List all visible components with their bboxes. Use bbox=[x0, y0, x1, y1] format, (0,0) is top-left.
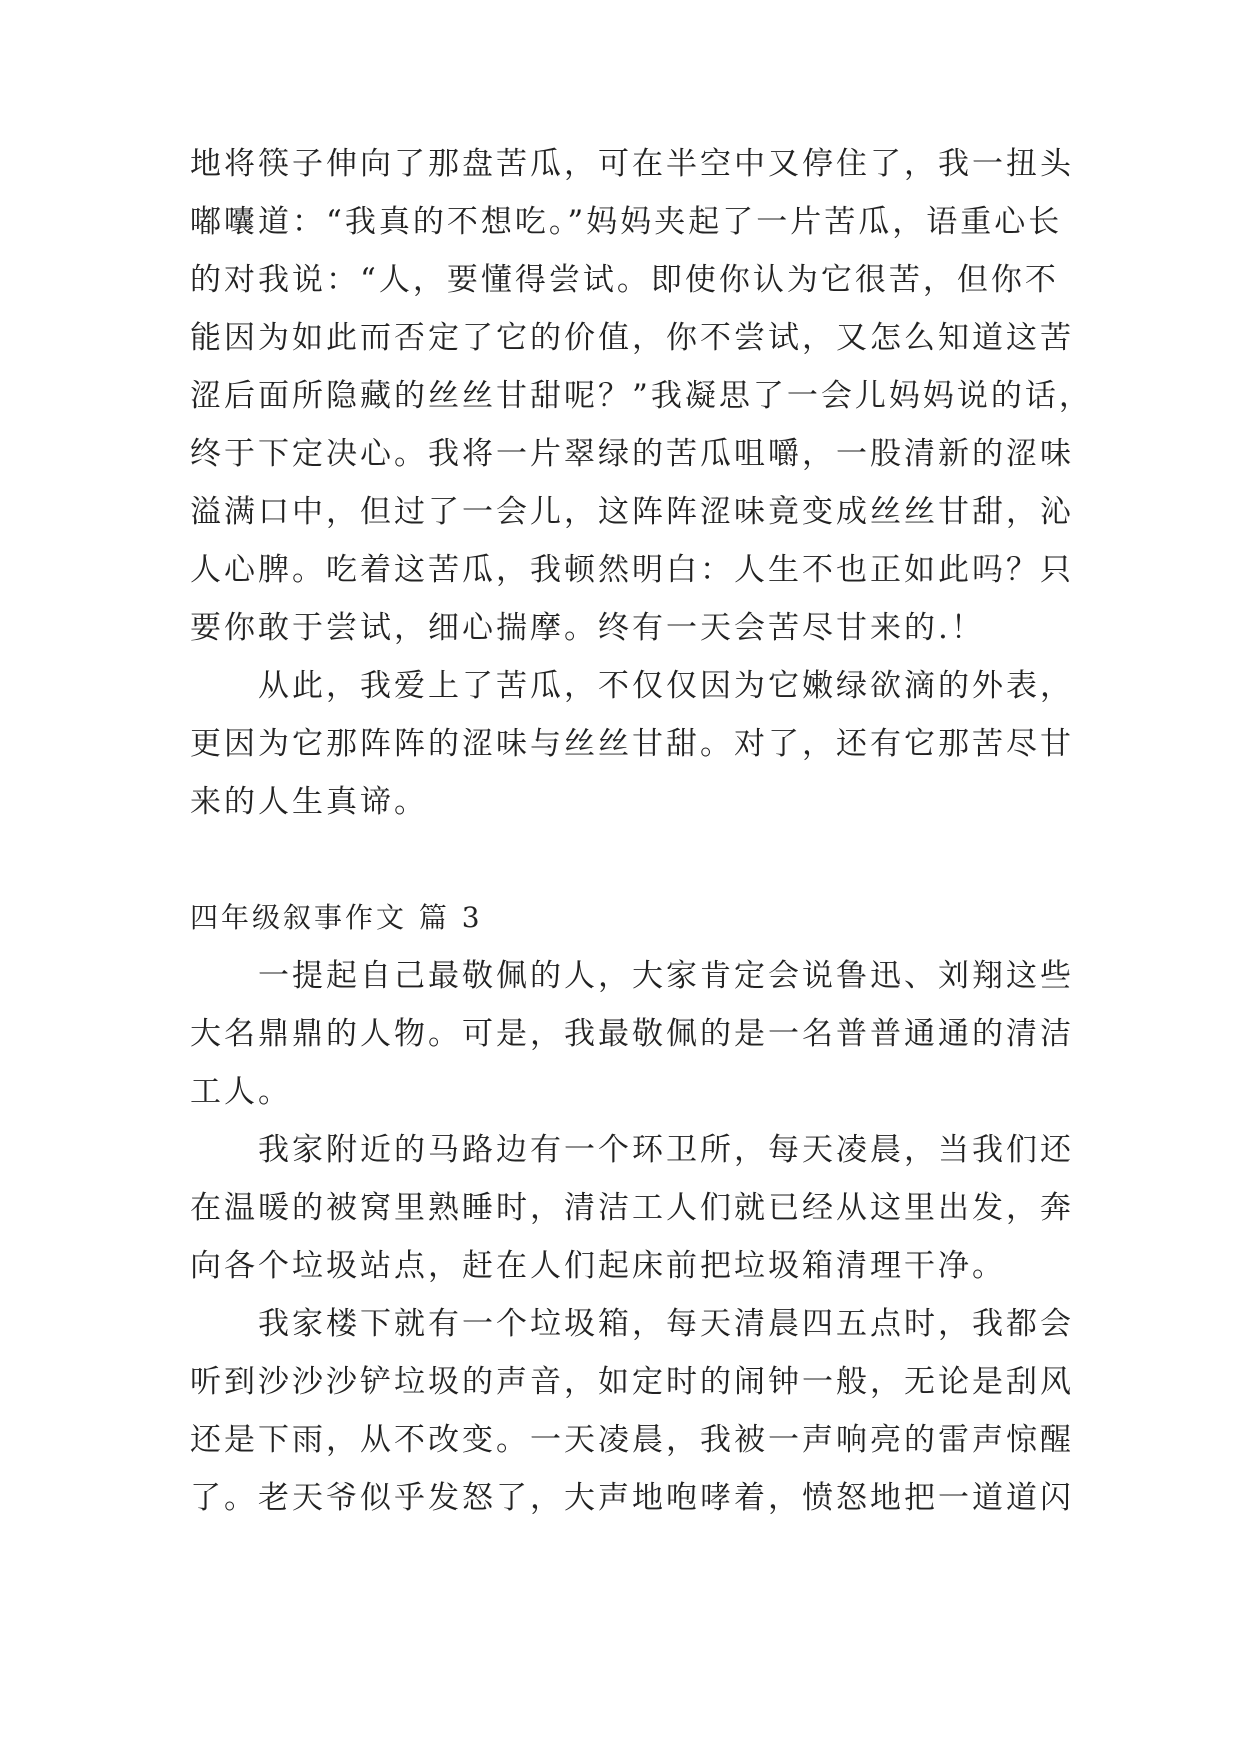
text-line: 人心脾。吃着这苦瓜，我顿然明白：人生不也正如此吗？只 bbox=[190, 552, 1074, 588]
text-line: 来的人生真谛。 bbox=[190, 784, 428, 820]
section-gap bbox=[190, 831, 1070, 889]
paragraph bbox=[190, 1295, 1074, 1527]
text-line: 还是下雨，从不改变。一天凌晨，我被一声响亮的雷声惊醒 bbox=[190, 1422, 1074, 1458]
text-line: 我家楼下就有一个垃圾箱，每天清晨四五点时，我都会 bbox=[258, 1306, 1074, 1342]
text-line: 嘟囔道：“我真的不想吃。”妈妈夹起了一片苦瓜，语重心长 bbox=[190, 204, 1063, 240]
paragraph bbox=[190, 657, 1074, 831]
text-line: 涩后面所隐藏的丝丝甘甜呢？”我凝思了一会儿妈妈说的话， bbox=[190, 378, 1093, 414]
paragraph-continued bbox=[190, 135, 1093, 657]
text-line: 向各个垃圾站点，赶在人们起床前把垃圾箱清理干净。 bbox=[190, 1248, 1006, 1284]
text-line: 要你敢于尝试，细心揣摩。终有一天会苦尽甘来的.！ bbox=[190, 610, 985, 646]
text-line: 从此，我爱上了苦瓜，不仅仅因为它嫩绿欲滴的外表， bbox=[258, 668, 1074, 704]
text-line: 的对我说：“人，要懂得尝试。即使你认为它很苦，但你不 bbox=[190, 262, 1059, 298]
section-title: 四年级叙事作文 篇 3 bbox=[190, 901, 483, 934]
text-line: 听到沙沙沙铲垃圾的声音，如定时的闹钟一般，无论是刮风 bbox=[190, 1364, 1074, 1400]
text-line: 在温暖的被窝里熟睡时，清洁工人们就已经从这里出发，奔 bbox=[190, 1190, 1074, 1226]
text-line: 了。老天爷似乎发怒了，大声地咆哮着，愤怒地把一道道闪 bbox=[190, 1480, 1074, 1516]
text-line: 一提起自己最敬佩的人，大家肯定会说鲁迅、刘翔这些 bbox=[258, 958, 1074, 994]
paragraph bbox=[190, 947, 1074, 1121]
text-line: 更因为它那阵阵的涩味与丝丝甘甜。对了，还有它那苦尽甘 bbox=[190, 726, 1074, 762]
text-line: 终于下定决心。我将一片翠绿的苦瓜咀嚼，一股清新的涩味 bbox=[190, 436, 1074, 472]
text-line: 大名鼎鼎的人物。可是，我最敬佩的是一名普普通通的清洁 bbox=[190, 1016, 1074, 1052]
text-line: 溢满口中，但过了一会儿，这阵阵涩味竟变成丝丝甘甜，沁 bbox=[190, 494, 1074, 530]
document-body bbox=[190, 135, 1093, 1527]
text-line: 能因为如此而否定了它的价值，你不尝试，又怎么知道这苦 bbox=[190, 320, 1074, 356]
text-line: 工人。 bbox=[190, 1074, 292, 1110]
text-line: 我家附近的马路边有一个环卫所，每天凌晨，当我们还 bbox=[258, 1132, 1074, 1168]
text-line: 地将筷子伸向了那盘苦瓜，可在半空中又停住了，我一扭头 bbox=[190, 146, 1074, 182]
paragraph bbox=[190, 1121, 1074, 1295]
